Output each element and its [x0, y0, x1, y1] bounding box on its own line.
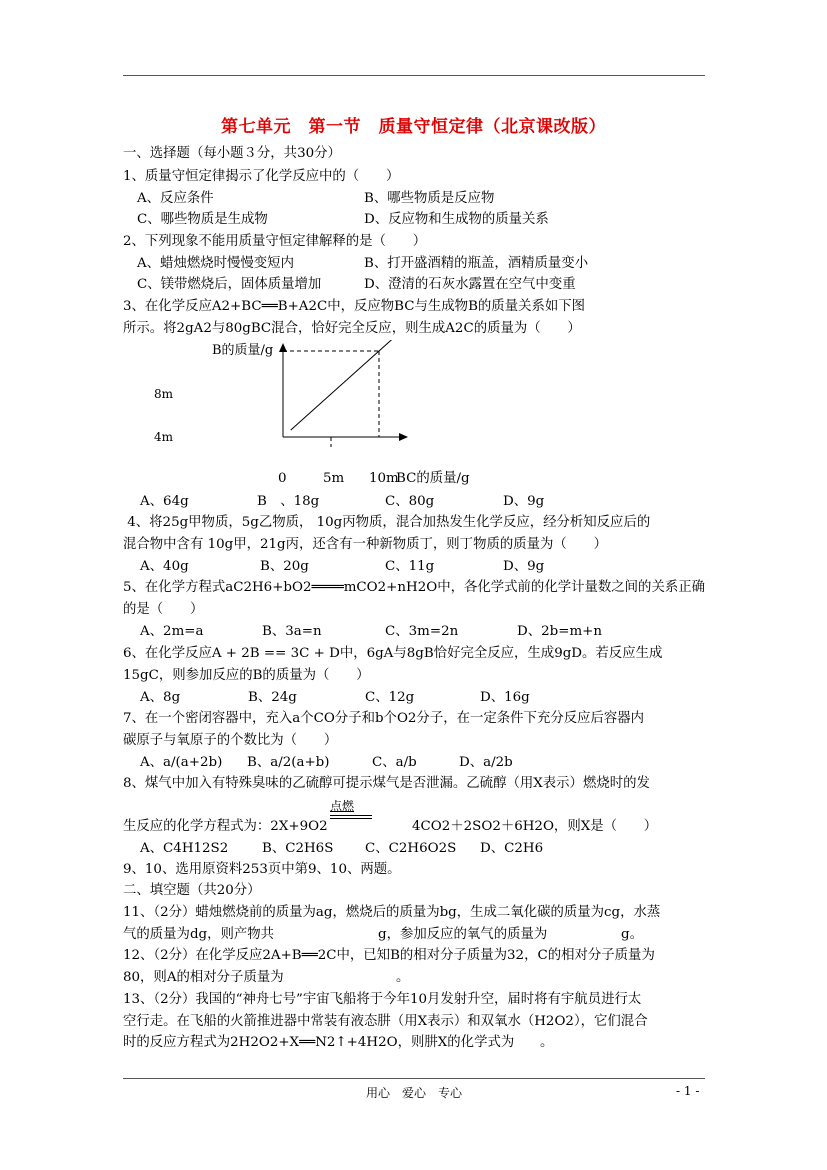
- question-1-option-c: C、哪些物质是生成物: [137, 212, 268, 227]
- question-8-stem-2b: 4CO2＋2SO2＋6H2O，则X是（ ）: [412, 819, 658, 834]
- question-4-option-a: A、40g: [140, 559, 189, 574]
- question-7-stem-2: 碳原子与氧原子的个数比为（ ）: [123, 733, 338, 748]
- chart-x-tick-10m: 10m: [369, 471, 399, 486]
- question-1-option-d: D、反应物和生成物的质量关系: [364, 212, 549, 227]
- question-11-line-1: 11、（2分）蜡烛燃烧前的质量为ag，燃烧后的质量为bg，生成二氧化碳的质量为cg，水蒸: [123, 905, 661, 920]
- question-7-option-d: D、a/2b: [459, 755, 513, 770]
- question-11-line-2b: g，参加反应的氧气的质量为: [378, 927, 548, 942]
- question-7-stem-1: 7、在一个密闭容器中，充入a个CO分子和b个O2分子，在一定条件下充分反应后容器内: [123, 711, 645, 726]
- header-rule: [123, 75, 705, 76]
- chart-x-arrow: [399, 433, 408, 441]
- question-2-option-c: C、镁带燃烧后，固体质量增加: [137, 277, 322, 292]
- question-6-stem-2: 15gC，则参加反应的B的质量为（ ）: [123, 668, 370, 683]
- question-8-condition: 点燃: [330, 799, 355, 813]
- question-6-option-a: A、8g: [140, 690, 181, 705]
- question-6-option-b: B、24g: [248, 690, 297, 705]
- question-11-line-2a: 气的质量为dg，则产物共: [123, 927, 275, 942]
- mass-relation-chart: [140, 340, 440, 490]
- question-3-option-a: A、64g: [140, 494, 189, 509]
- chart-x-tick-5m: 5m: [323, 471, 345, 486]
- question-6-option-d: D、16g: [480, 690, 530, 705]
- question-5-stem-1: 5、在化学方程式aC2H6+bO2════mCO2+nH2O中，各化学式前的化学计量数之间的关系正确: [123, 580, 706, 595]
- footer-motto: 用心 爱心 专心: [366, 1086, 463, 1100]
- question-12-line-1: 12、（2分）在化学反应2A+B══2C中，已知B的相对分子质量为32，C的相对分子质量为: [123, 948, 655, 963]
- question-2-stem: 2、下列现象不能用质量守恒定律解释的是（ ）: [123, 234, 427, 249]
- question-8-arrow-bar: [330, 815, 372, 819]
- question-3-stem-1: 3、在化学反应A2+BC══B+A2C中，反应物BC与生成物B的质量关系如下图: [123, 299, 586, 314]
- chart-x-tick-0: 0: [278, 471, 287, 486]
- question-5-option-a: A、2m=a: [140, 624, 204, 639]
- question-3-stem-2: 所示。将2gA2与80gBC混合，恰好完全反应，则生成A2C的质量为（ ）: [123, 321, 581, 336]
- question-6-stem-1: 6、在化学反应A + 2B == 3C + D中，6gA与8gB恰好完全反应，生成9gD。若反应生成: [123, 646, 663, 661]
- chart-y-tick-8m: 8m: [154, 387, 174, 401]
- question-3-option-d: D、9g: [503, 494, 545, 509]
- chart-series-line: [291, 340, 394, 430]
- question-1-option-a: A、反应条件: [137, 191, 214, 206]
- question-6-option-c: C、12g: [365, 690, 415, 705]
- question-4-option-c: C、11g: [385, 559, 435, 574]
- question-11-line-2c: g。: [621, 927, 643, 942]
- question-13-line-3a: 时的反应方程式为2H2O2+X══N2↑+4H2O，则肼X的化学式为: [123, 1035, 515, 1050]
- question-12-line-2b: 。: [396, 970, 410, 985]
- question-8-stem-2a: 生反应的化学方程式为：2X+9O2: [123, 819, 328, 834]
- question-4-stem-1: 4、将25g甲物质，5g乙物质， 10g丙物质，混合加热发生化学反应，经分析知反应后的: [123, 515, 651, 530]
- question-5-option-b: B、3a=n: [262, 624, 322, 639]
- chart-y-label: B的质量/g: [212, 343, 274, 358]
- question-8-stem-1: 8、煤气中加入有特殊臭味的乙硫醇可提示煤气是否泄漏。乙硫醇（用X表示）燃烧时的发: [123, 776, 650, 791]
- question-8-option-a: A、C4H12S2: [140, 841, 229, 856]
- question-5-stem-2: 的是（ ）: [123, 602, 204, 617]
- question-13-line-2: 空行走。在飞船的火箭推进器中常装有液态肼（用X表示）和双氧水（H2O2），它们混合: [123, 1014, 648, 1029]
- question-13-line-1: 13、（2分）我国的“神舟七号”宇宙飞船将于今年10月发射升空，届时将有宇航员进行太: [123, 992, 642, 1007]
- question-7-option-c: C、a/b: [372, 755, 417, 770]
- chart-y-tick-4m: 4m: [154, 430, 174, 444]
- question-4-stem-2: 混合物中含有 10g甲，21g丙，还含有一种新物质丁，则丁物质的质量为（ ）: [123, 537, 607, 552]
- question-2-option-b: B、打开盛酒精的瓶盖，酒精质量变小: [364, 256, 589, 271]
- question-3-option-b: B 、18g: [257, 494, 320, 509]
- question-13-line-3b: 。: [540, 1035, 554, 1050]
- question-8-option-c: C、C2H6O2S: [365, 841, 457, 856]
- footer-rule: [123, 1078, 705, 1079]
- question-7-option-b: B、a/2(a+b): [247, 755, 330, 770]
- question-5-option-c: C、3m=2n: [385, 624, 459, 639]
- question-2-option-a: A、蜡烛燃烧时慢慢变短内: [137, 256, 294, 271]
- question-3-option-c: C、80g: [385, 494, 435, 509]
- question-4-option-d: D、9g: [503, 559, 545, 574]
- section-heading-fill: 二、填空题（共20分）: [123, 883, 261, 898]
- question-4-option-b: B、20g: [260, 559, 309, 574]
- chart-x-label: BC的质量/g: [396, 471, 470, 486]
- question-2-option-d: D、澄清的石灰水露置在空气中变重: [364, 277, 576, 292]
- question-9-10-note: 9、10、选用原资料253页中第9、10、两题。: [123, 862, 401, 877]
- question-12-line-2a: 80，则A的相对分子质量为: [123, 970, 284, 985]
- section-heading-choice: 一、选择题（每小题３分，共30分）: [123, 146, 341, 161]
- question-5-option-d: D、2b=m+n: [517, 624, 602, 639]
- question-7-option-a: A、a/(a+2b): [140, 755, 223, 770]
- question-8-option-d: D、C2H6: [480, 841, 544, 856]
- page-number: - 1 -: [676, 1084, 700, 1098]
- question-1-option-b: B、哪些物质是反应物: [364, 191, 495, 206]
- page-title: 第七单元 第一节 质量守恒定律（北京课改版）: [221, 117, 606, 137]
- question-1-stem: 1、质量守恒定律揭示了化学反应中的（ ）: [123, 169, 400, 184]
- question-8-option-b: B、C2H6S: [262, 841, 334, 856]
